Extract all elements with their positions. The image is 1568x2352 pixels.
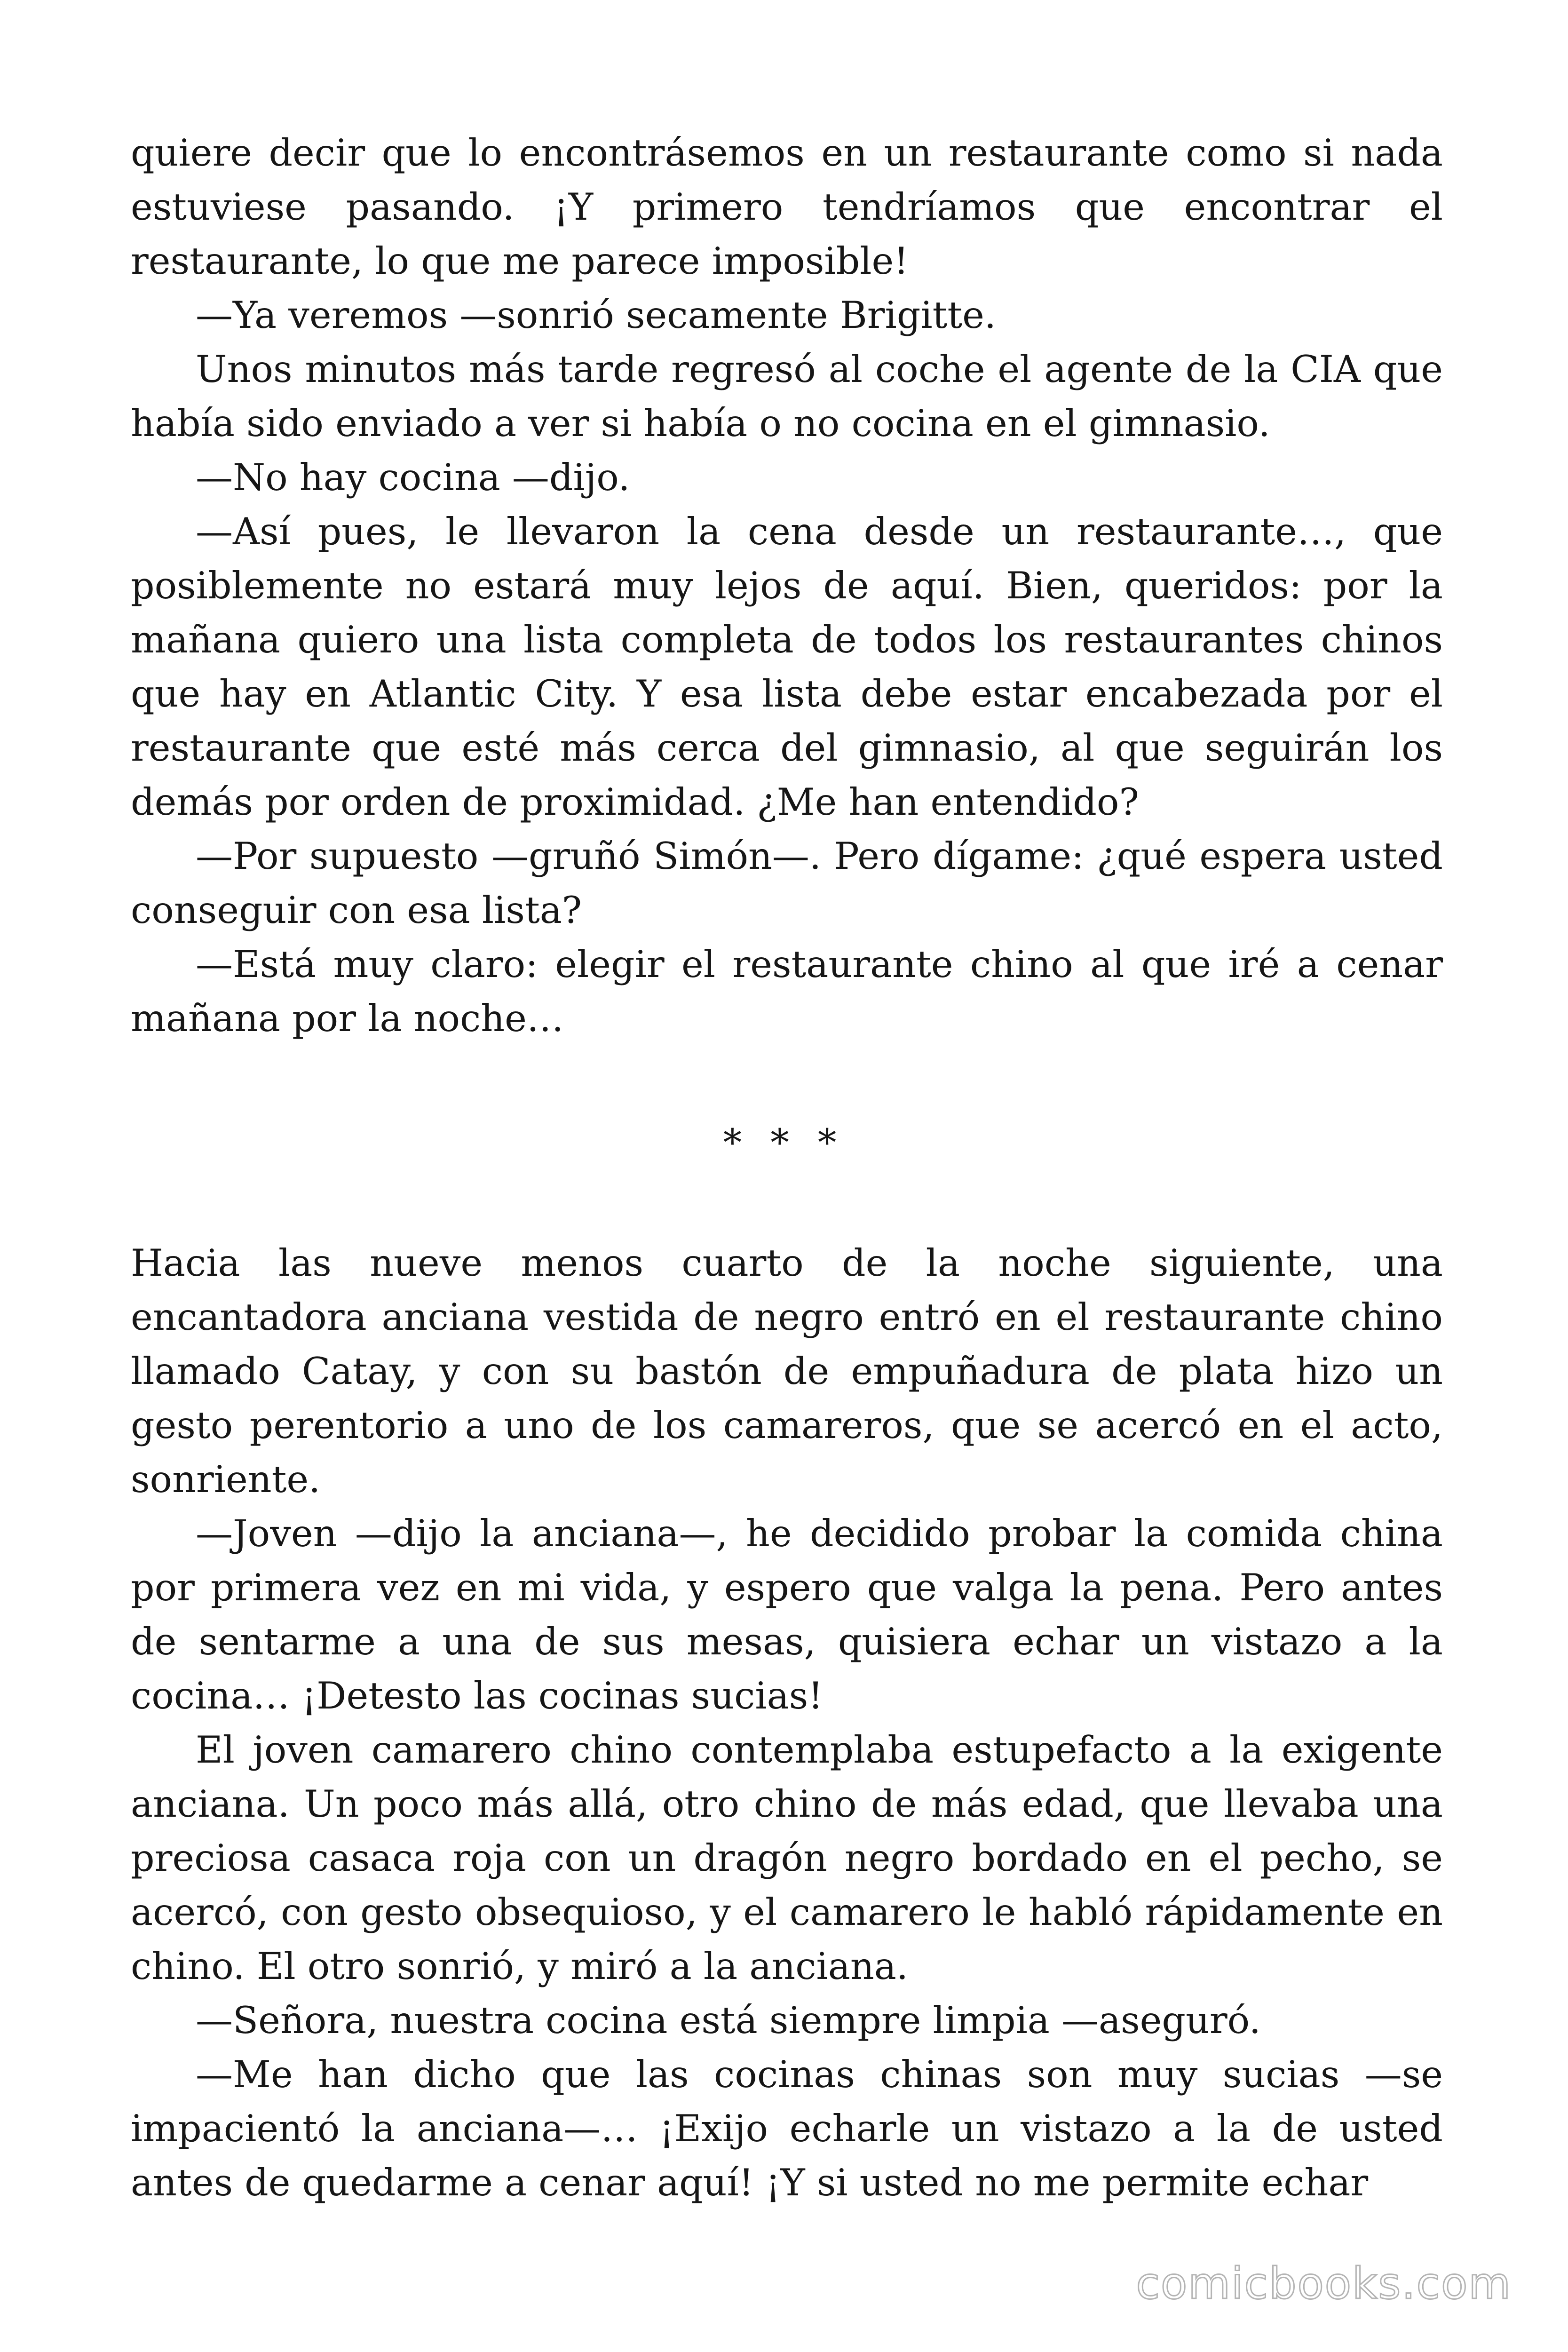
paragraph: —Así pues, le llevaron la cena desde un restaurante…, que posiblemente no estará muy lejos de aquí. Bien, queridos: por la mañana quiero una lista completa de todos los restaurantes chinos que hay en Atlantic City. Y esa lista debe estar encabezada por el restaurante que esté más cerca del gimnasio, al que seguirán los demás por orden de proximidad. ¿Me han entendido? (131, 510, 1443, 824)
paragraph: —Ya veremos —sonrió secamente Brigitte. (196, 294, 997, 337)
paragraph: quiere decir que lo encontrásemos en un restaurante como si nada estuviese pasando. ¡Y primero tendríamos que encontrar el restaurante, lo que me parece imposible! (131, 131, 1443, 283)
top-text-section (131, 126, 1443, 1046)
bottom-text-section (131, 1236, 1443, 2210)
paragraph: Unos minutos más tarde regresó al coche el agente de la CIA que había sido enviado a ver si había o no cocina en el gimnasio. (131, 348, 1443, 445)
paragraph: —Está muy claro: elegir el restaurante chino al que iré a cenar mañana por la noche… (131, 943, 1443, 1040)
watermark: comicbooks.com (1136, 2258, 1512, 2309)
paragraph: —No hay cocina —dijo. (196, 456, 630, 499)
paragraph: —Por supuesto —gruñó Simón—. Pero dígame: ¿qué espera usted conseguir con esa lista? (131, 834, 1443, 932)
paragraph: —Joven —dijo la anciana—, he decidido probar la comida china por primera vez en mi vida, y espero que valga la pena. Pero antes de sentarme a una de sus mesas, quisiera echar un vistazo a la cocina… ¡Detesto las cocinas sucias! (131, 1512, 1443, 1717)
paragraph: —Me han dicho que las cocinas chinas son muy sucias —se impacientó la anciana—… ¡Exijo echarle un vistazo a la de usted antes de quedarme a cenar aquí! ¡Y si usted no me permite echar (131, 2053, 1443, 2204)
paragraph: Hacia las nueve menos cuarto de la noche siguiente, una encantadora anciana vestida de negro entró en el restaurante chino llamado Catay, y con su bastón de empuñadura de plata hizo un gesto perentorio a uno de los camareros, que se acercó en el acto, sonriente. (131, 1241, 1443, 1501)
paragraph: —Señora, nuestra cocina está siempre limpia —aseguró. (196, 1999, 1261, 2042)
scene-separator: * * * (723, 1121, 845, 1164)
paragraph: El joven camarero chino contemplaba estupefacto a la exigente anciana. Un poco más allá, otro chino de más edad, que llevaba una preciosa casaca roja con un dragón negro bordado en el pecho, se acercó, con gesto obsequioso, y el camarero le habló rápidamente en chino. El otro sonrió, y miró a la anciana. (131, 1728, 1443, 1988)
